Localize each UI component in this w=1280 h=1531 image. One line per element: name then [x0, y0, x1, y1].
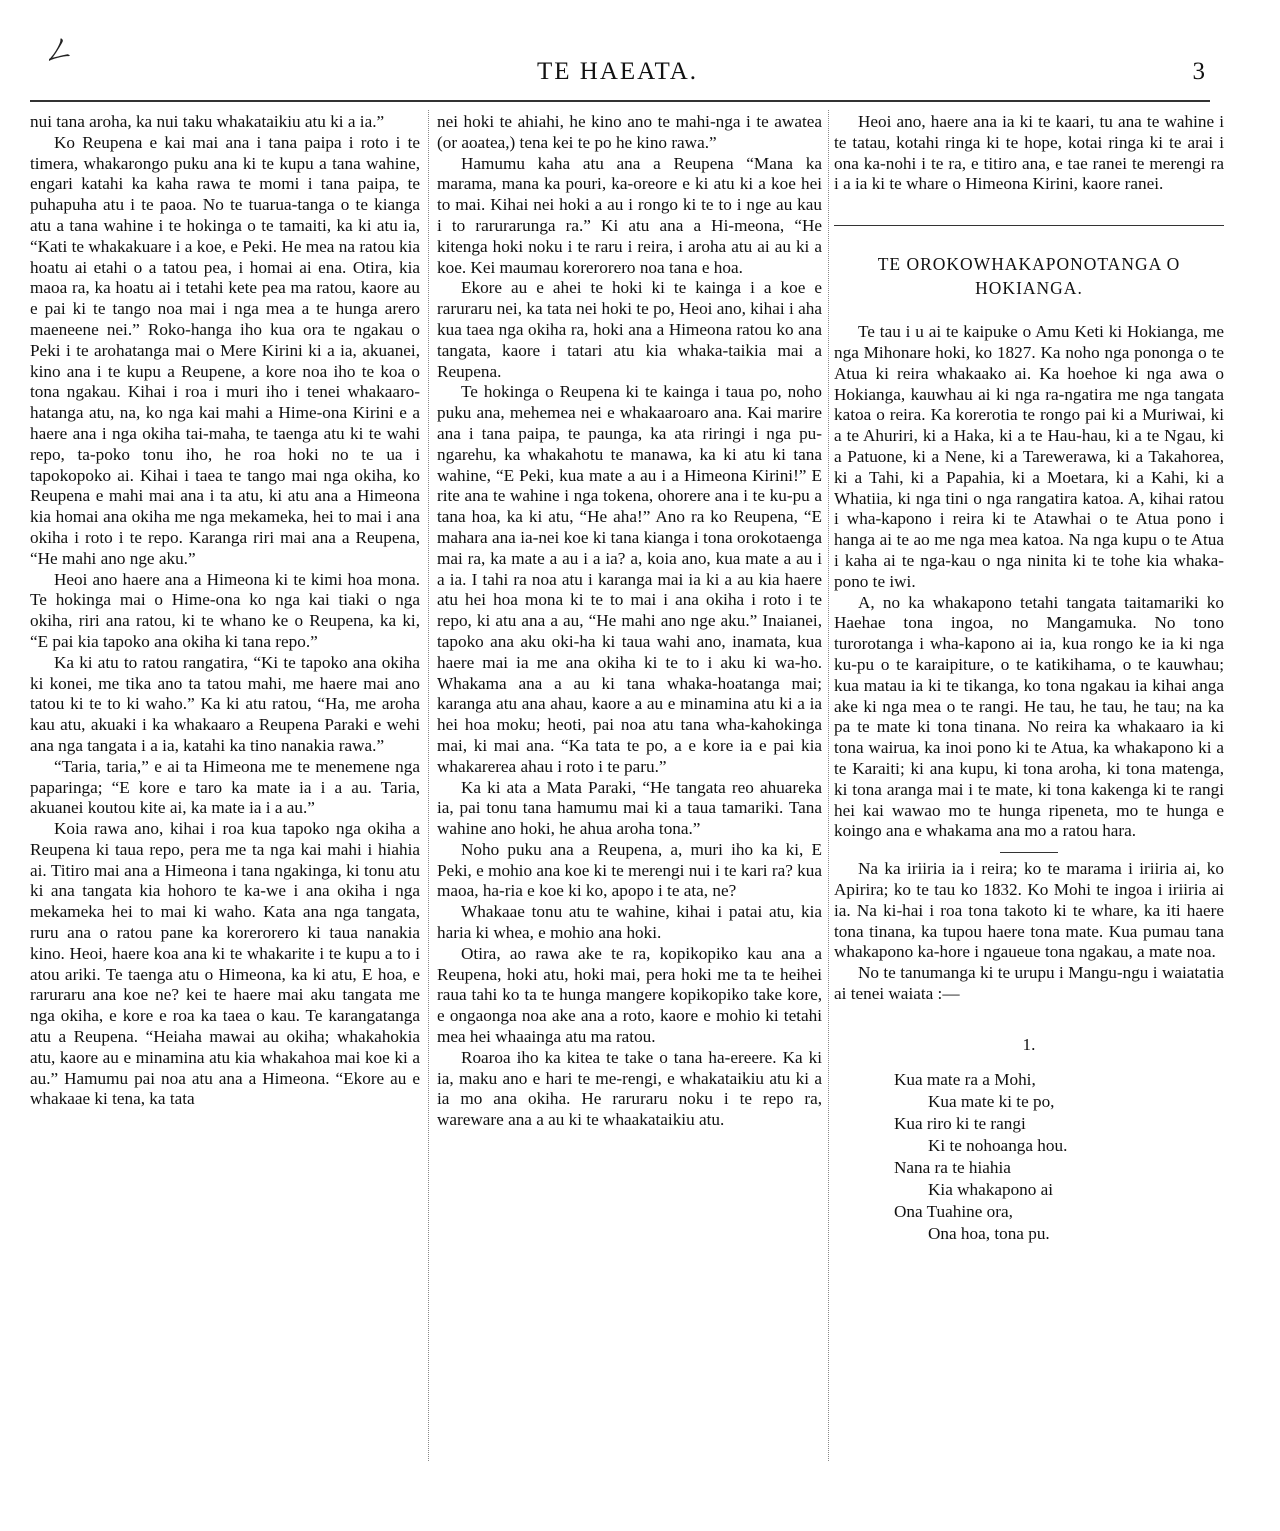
paragraph: Roaroa iho ka kitea te take o tana ha-ereere. Ka ki ia, maku ano e hari te me-rengi, e whakataikiu atu ki a ia mo ana okiha. He raruraru noku i te repo ra, wareware ana a au ki te whaakataikiu atu. — [437, 1047, 822, 1130]
page-number: 3 — [1192, 58, 1205, 85]
paragraph: Whakaae tonu atu te wahine, kihai i patai atu, kia haria ki whea, e mohio ana hoki. — [437, 902, 822, 943]
poem-line: Kua mate ki te po, — [928, 1092, 1055, 1112]
paragraph: nui tana aroha, ka nui taku whakataikiu atu ki a ia.” — [30, 112, 385, 131]
paragraph: Noho puku ana a Reupena, a, muri iho ka ki, E Peki, e mohio ana koe ki te merengi nui i te kari ra? kua maoa, ha-ria e koe ki ko, apopo i te ata, ne? — [437, 839, 822, 901]
column-1 — [30, 112, 420, 1110]
header-rule — [30, 100, 1210, 102]
poem-line: Ki te nohoanga hou. — [928, 1136, 1068, 1156]
poem — [894, 1069, 1224, 1245]
section-rule — [834, 225, 1224, 226]
paragraph: A, no ka whakapono tetahi tangata taitamariki ko Haehae tona ingoa, no Mangamuka. No tono turorotanga i wha-kapono ai ia, kua rongo ke ia ki nga ku-pu o te karaipiture, o te katikihama, o te kauwhau; kua matau ia ki te tikanga, ko tona ngakau ia kihai anga ake ki nga mea o te rangi. He tau, he tau, he tau; na ka pa te mate ki tona tinana. No reira ka whakaaro ia ki tona wairua, ka inoi pono ki te Atua, ka whakapono ki a te Karaiti; ki ana kupu, ki tona aroha, ki tona matenga, ki tona aranga mai i te mate, ki tona kakenga ki te rangi hei kai wawao mo te hunga ripeneta, mo te hunga e koingo ana e whakama ana mo a ratou hara. — [834, 592, 1224, 841]
paragraph: Ko Reupena e kai mai ana i tana paipa i roto i te timera, whakarongo puku ana ki te kupu a tana wahine, engari katahi ka kaha rawa te momi i tana paipa, te puhapuha atu i te paoa. No te tuarua-tanga o te kianga atu a tana wahine i te hokinga o te tamaiti, ka ki atu ia, “Kati te whakakuare i a koe, e Peki. He mea na ratou kia hoatu ai etahi o a tatou pea, i homai ai ena. Otira, kia maoa ra, ka hoatu ai i tetahi kete pea ma ratou, kaore au e pai ki te tango noa mai i nga mea a te hunga arero maeneene nei.” Roko-hanga iho kua ora te ngakau o Peki i te arohatanga mai o Mere Kirini ki a ia, akuanei, kino ana i te kupu a Reupene, a kore noa iho te koa o tona ngakau. Kihai i roa i muri iho i tenei whakaaro-hatanga atu, na, ko nga kai mahi a Hime-ona Kirini e a haere ana i nga okiha tai-maha, te taenga atu ki te wahi repo, ta-poko tonu iho, he roa hoki no te ua i tapokopoko ai. Kihai i taea te tango mai nga okiha, ko Reupena e mahi mai ana i ta atu, ki atu ana a Himeona kia homai ana okiha me nga mekameka, hei to mai i ana okiha i roto i te repo. Karanga riri mai ana a Reupena, “He mahi ano nge aku.” — [30, 132, 420, 568]
poem-line: Kua riro ki te rangi — [894, 1114, 1026, 1134]
short-rule — [1000, 852, 1058, 853]
paragraph: Koia rawa ano, kihai i roa kua tapoko nga okiha a Reupena ki taua repo, pera me ta nga kai mahi i hiahia ai. Titiro mai ana a Himeona i tana ngakinga, ki tonu atu ki ana tangata kia hohoro te ka-we i ana okiha i nga mekameka hei to mai ki waho. Kata ana nga tangata, ruru ana o ratou pane ka korerorero ki taua nanakia kino. Heoi, haere koa ana ki te whakarite i te kupu a to i atou ariki. Te taenga atu o Himeona, ka ki atu, E hoa, e raruraru ana koe ne? kei te haere mai aku tangata me nga okiha, e kore e roa ka taea o kau. Te karangatanga atu a Reupena. “Heiaha mawai au okiha; whakahokia atu, kaore au e minamina atu kia whakahoa mai koe ki a au.” Hamumu pai noa atu ana a Himeona. “Ekore au e whakaae ki tena, ka tata — [30, 819, 420, 1109]
paragraph: No te tanumanga ki te urupu i Mangu-ngu i waiatatia ai tenei waiata :— — [834, 963, 1224, 1003]
page-title: TE HAEATA. — [536, 58, 699, 85]
paragraph: Ekore au e ahei te hoki ki te kainga i a koe e raruraru nei, ka tata nei hoki te po, Heoi ano, kihai i aha kua taea nga okiha ra, hoki ana a Himeona ratou ko ana tangata, kaore i tatari atu kia whaka-taikia mai a Reupena. — [437, 278, 822, 381]
poem-line: Ona hoa, tona pu. — [928, 1224, 1050, 1244]
paragraph: nei hoki te ahiahi, he kino ano te mahi-nga i te awatea (or aoatea,) tena kei te po he kino rawa.” — [437, 112, 822, 152]
page-header — [30, 58, 1205, 94]
pencil-mark: ㄥ — [38, 29, 77, 72]
paragraph: Ka ki ata a Mata Paraki, “He tangata reo ahuareka ia, pai tonu tana hamumu mai ki a taua tamariki. Tana wahine ano hoki, he ahua aroha tona.” — [437, 777, 822, 839]
poem-line: Kia whakapono ai — [928, 1180, 1054, 1200]
paragraph: “Taria, taria,” e ai ta Himeona me te menemene nga paparinga; “E kore e taro ka mate ia i a au. Taria, akuanei koutou kite ai, ka mate ia i a au.” — [30, 756, 420, 818]
column-2 — [437, 112, 822, 1131]
paragraph: Otira, ao rawa ake te ra, kopikopiko kau ana a Reupena, hoki atu, hoki mai, pera hoki me ta te heihei raua tahi ko ta te hunga mangere kopikopiko take kore, e ongaonga noa ake ana a roto, kaore e mohio ki tetahi mea hei whaainga atu ma ratou. — [437, 943, 822, 1047]
paragraph: Hamumu kaha atu ana a Reupena “Mana ka marama, mana ka pouri, ka-oreore e ki atu ki a koe hei to mai. Kihai nei hoki a au i rongo ki te to i nge au kau i to rarurarunga ra.” Ki atu ana a Hi-meona, “He kitenga hoki noku i te raru i reira, i aroha atu ai au ki a koe. Kei maumau korerorero noa tana e hoa. — [437, 153, 822, 277]
paragraph: Te hokinga o Reupena ki te kainga i taua po, noho puku ana, mehemea nei e whakaaroaro ana. Kai marire ana i tana paipa, te paunga, ka ata riringi i nga pu-ngarehu, ka whakahotu te manawa, ka ki atu ki tana wahine, “E Peki, kua mate a au i a Himeona Kirini!” E rite ana te wahine i nga tokena, ohorere ana i te ku-pu a tana hoa, ka ki atu, “He aha!” Ano ra ko Reupena, “E mahara ana ia-nei koe ki tana kianga i tona orokotaenga mai ra, ka mate a au i a ia? a, koia ano, kua mate a au i a ia. I tahi ra noa atu i karanga mai ia ki a au kia haere atu hei hoa mona ki te to mai i ana okiha i roto i te repo, ki atu ana a au, “He mahi ano nge aku.” Inaianei, tapoko ana aku oki-ha ki taua wahi ano, inamata, kua haere mai ia me ana okiha ki te to i aku ki wa-ho. Whakama ana a au ki tana whaka-hoatanga mai; karanga atu ana ahau, kaore a au e minamina atu ki a ia hei hoa moku; heoti, pai noa atu tana wha-kahokinga mai, ki mai ana. “Ka tata te po, a e kore ia e pai kia whakarerea ahau i roto i te paru.” — [437, 382, 822, 776]
column-divider — [828, 110, 829, 1461]
paragraph: Na ka iriiria ia i reira; ko te marama i iriiria ai, ko Apirira; ko te tau ko 1832. Ko Mohi te ingoa i iriiria ai ia. Na ki-hai i roa tona takoto ki te whare, ka iti haere tona tinana, ka tupou haere tona mate. Kua pumau tana whakapono ka-hore i ngaueue tona ngakau, a mate noa. — [834, 859, 1224, 962]
stanza-number: 1. — [1022, 1034, 1036, 1054]
article-heading: TE OROKOWHAKAPONOTANGA O HOKIANGA. — [877, 254, 1181, 299]
paragraph: Ka ki atu to ratou rangatira, “Ki te tapoko ana okiha ki konei, me tika ano ta tatou mahi, me haere mai ano tatou ki te to ki waho.” Ka ki atu ratou, “Ha, me aroha kau atu, akuaki i ka whakaaro a Reupena Paraki e wehi ana nga tangata i a ia, katahi ka tino nanakia rawa.” — [30, 652, 420, 755]
poem-line: Ona Tuahine ora, — [894, 1202, 1013, 1222]
poem-line: Kua mate ra a Mohi, — [894, 1070, 1036, 1090]
paragraph: Te tau i u ai te kaipuke o Amu Keti ki Hokianga, me nga Mihonare hoki, ko 1827. Ka noho nga pononga o te Atua ki reira whakaako ai. Ka hoehoe ki nga awa o Hokianga, kauwhau ai ki nga ra-ngatira me nga tangata katoa o reira. Ka korerotia te rongo pai ki a Muriwai, ki a te Ahuriri, ki a Haka, ki a te Hau-hau, ki a te Ngau, ki a Patuone, ki a Nene, ki a Tarewerawa, ki a Takahorea, ki a Tahi, ki a Papahia, ki a Moetara, ki a Kahi, ki a Whatiia, ki nga tini o nga rangatira katoa. A, kihai ratou i wha-kapono i reira ki te Atawhai o te Atua pono i hanga ai te ao me nga mea katoa. Na nga kupu o te Atua i kaha ai te nga-kau o nga ninita ki te tohe kia whaka-pono te iwi. — [834, 322, 1224, 591]
column-divider — [428, 110, 429, 1461]
poem-line: Nana ra te hiahia — [894, 1158, 1011, 1178]
column-3 — [834, 112, 1224, 1245]
paragraph: Heoi ano haere ana a Himeona ki te kimi hoa mona. Te hokinga mai o Hime-ona ko nga kai tiaki o nga okiha, riri ana ratou, ki te whano ke o Reupena, ka ki, “E pai kia tapoko ana okiha ki tana repo.” — [30, 569, 420, 651]
paragraph: Heoi ano, haere ana ia ki te kaari, tu ana te wahine i te tatau, kotahi ringa ki te hope, kotai ringa ki te arai i ona ka-nohi i te ra, e titiro ana, e tae ranei te merengi ra i a ia ki te whare o Himeona Kirini, kaore ranei. — [834, 112, 1224, 194]
